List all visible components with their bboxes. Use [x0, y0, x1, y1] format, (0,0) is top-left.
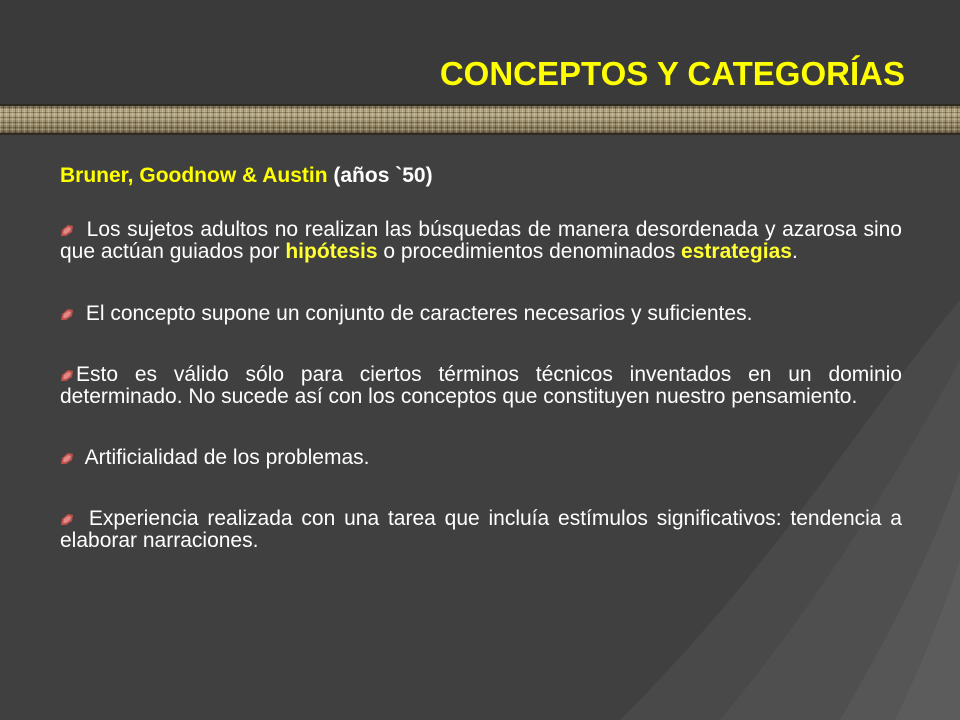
slide-title: CONCEPTOS Y CATEGORÍAS — [439, 55, 905, 92]
bullet-icon — [60, 308, 74, 321]
bullet-item — [60, 364, 902, 408]
slide-body — [60, 162, 902, 591]
highlight-term: hipótesis — [285, 240, 378, 263]
decorative-band — [0, 106, 960, 133]
slide-subtitle — [60, 162, 902, 190]
bullet-icon — [60, 224, 74, 237]
band-bottom-edge — [0, 133, 960, 135]
bullet-item — [60, 219, 902, 263]
bullet-text: Los sujetos adultos no realizan las búsquedas de manera desordenada y azarosa sino que actúan guiados por — [60, 218, 902, 263]
subtitle-authors: Bruner, Goodnow & Austin — [60, 164, 328, 187]
bullet-text: El concepto supone un conjunto de caracteres necesarios y suficientes. — [80, 302, 753, 325]
bullet-text: Experiencia realizada con una tarea que incluía estímulos significativos: tendencia a elaborar narraciones. — [60, 507, 902, 552]
bullet-icon — [60, 452, 74, 465]
highlight-term: estrategias — [681, 240, 792, 263]
bullet-item — [60, 508, 902, 552]
bullet-text: o procedimientos denominados — [377, 240, 682, 263]
bullet-icon — [60, 513, 74, 526]
bullet-text: Esto es válido sólo para ciertos términos técnicos inventados en un dominio determinado. No sucede así con los conceptos que constituyen nuestro pensamiento. — [60, 363, 902, 408]
subtitle-years: (años `50) — [327, 164, 433, 187]
bullet-item — [60, 447, 902, 469]
bullet-text: Artificialidad de los problemas. — [80, 446, 370, 469]
bullet-item — [60, 303, 902, 325]
bullet-icon — [60, 369, 74, 382]
bullet-text: . — [791, 240, 798, 263]
